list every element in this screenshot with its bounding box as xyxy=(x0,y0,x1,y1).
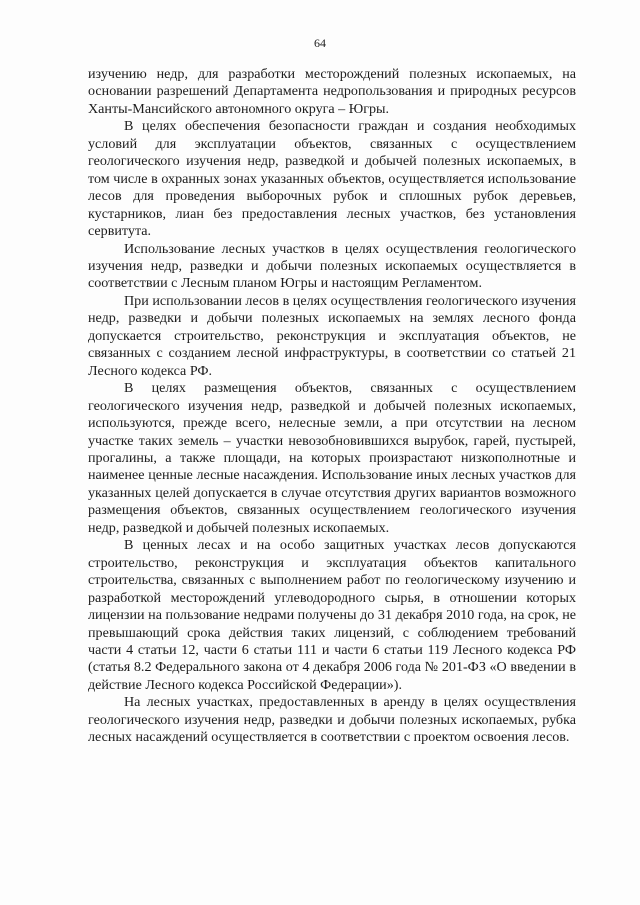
paragraph-leased-plots: На лесных участках, предоставленных в аренду в целях осуществления геологического изучения недр, разведки и добычи полезных ископаемых, рубка лесных насаждений осуществляется в соответствии с проектом освоения лесов. xyxy=(88,694,576,746)
paragraph-safety-felling: В целях обеспечения безопасности граждан и создания необходимых условий для эксплуатации объектов, связанных с осуществлением геологического изучения недр, разведкой и добычей полезных ископаемых, в том числе в охранных зонах указанных объектов, осуществляется использование лесов для проведения выборочных рубок и сплошных рубок деревьев, кустарников, лиан без предоставления лесных участков, без установления сервитута. xyxy=(88,118,576,240)
paragraph-object-placement: В целях размещения объектов, связанных с осуществлением геологического изучения недр, разведкой и добычей полезных ископаемых, используются, прежде всего, нелесные земли, а при отсутствии на лесном участке таких земель – участки невозобновившихся вырубок, гарей, пустырей, прогалины, а также площади, на которых произрастают низкополнотные и наименее ценные лесные насаждения. Использование иных лесных участков для указанных целей допускается в случае отсутствия других вариантов возможного размещения объектов, связанных осуществлением геологического изучения недр, разведкой и добычей полезных ископаемых. xyxy=(88,380,576,536)
paragraph-construction: При использовании лесов в целях осуществления геологического изучения недр, разведки и добычи полезных ископаемых на землях лесного фонда допускается строительство, реконструкция и эксплуатация объектов, не связанных с созданием лесной инфраструктуры, в соответствии со статьей 21 Лесного кодекса РФ. xyxy=(88,292,576,379)
page-number: 64 xyxy=(314,36,326,50)
paragraph-continuation: изучению недр, для разработки месторождений полезных ископаемых, на основании разрешений Департамента недропользования и природных ресурсов Ханты-Мансийского автономного округа – Югры. xyxy=(88,66,576,117)
paragraph-valuable-forests: В ценных лесах и на особо защитных участках лесов допускаются строительство, реконструкция и эксплуатация объектов капитального строительства, связанных с выполнением работ по геологическому изучению и разработкой месторождений углеводородного сырья, в отношении которых лицензии на пользование недрами получены до 31 декабря 2010 года, на срок, не превышающий срока действия таких лицензий, с соблюдением требований части 4 статьи 12, части 6 статьи 111 и части 6 статьи 119 Лесного кодекса РФ (статья 8.2 Федерального закона от 4 декабря 2006 года № 201-ФЗ «О введении в действие Лесного кодекса Российской Федерации»). xyxy=(88,537,576,693)
document-body xyxy=(88,66,576,747)
paragraph-forest-plan: Использование лесных участков в целях осуществления геологического изучения недр, разведки и добычи полезных ископаемых осуществляется в соответствии с Лесным планом Югры и настоящим Регламентом. xyxy=(88,240,576,292)
